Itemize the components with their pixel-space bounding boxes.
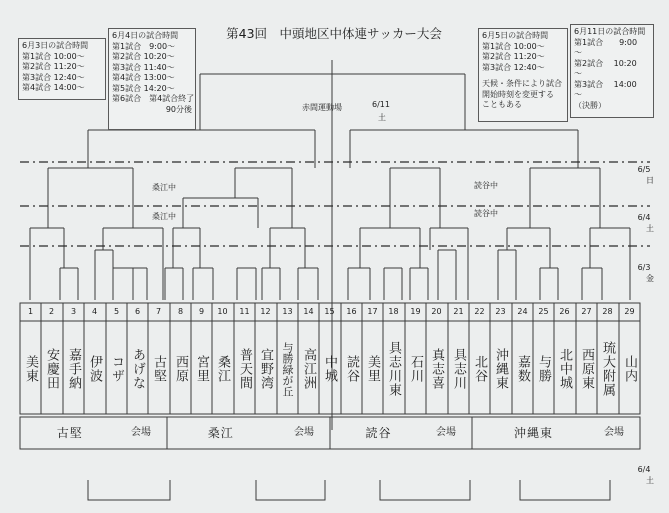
final-date: 6/11 <box>372 100 390 109</box>
team-name: 伊波 <box>87 355 102 383</box>
team-name: 沖縄東 <box>493 348 508 390</box>
team-number: 18 <box>388 307 399 316</box>
team-name: 北中城 <box>557 348 572 390</box>
schedule-row: 第1試合 9:00〜 <box>112 41 176 51</box>
team-number: 20 <box>431 307 442 316</box>
team-name: 真志喜 <box>429 348 444 390</box>
team-number: 14 <box>303 307 314 316</box>
date-day: 日 <box>646 176 654 185</box>
team-number: 9 <box>198 307 205 316</box>
tournament-title: 第43回 中頭地区中体連サッカー大会 <box>226 26 442 41</box>
schedule-row: 第1試合 10:00〜 <box>22 51 85 61</box>
team-name: 嘉数 <box>515 355 530 383</box>
team-number: 11 <box>239 307 250 316</box>
team-name: 北谷 <box>472 355 487 383</box>
schedule-heading: 6月11日の試合時間 <box>574 27 646 36</box>
venue-name: 桑江 <box>207 426 234 440</box>
team-name: 美里 <box>365 355 380 383</box>
team-number: 21 <box>453 307 464 316</box>
schedule-row: 開始時刻を変更する <box>482 89 554 99</box>
schedule-row: 第3試合 11:40〜 <box>112 62 175 72</box>
date-day: 土 <box>646 476 654 485</box>
schedule-row: 第3試合 12:40〜 <box>482 62 545 72</box>
date-label-jun4-bottom <box>634 464 654 486</box>
schedule-row: 天候・条件により試合 <box>482 79 562 88</box>
schedule-row: 第2試合 10:20 <box>574 58 637 68</box>
date-value: 6/4 <box>637 465 651 474</box>
team-name: あげな <box>130 348 145 390</box>
team-number: 2 <box>48 307 55 316</box>
team-name: 高江洲 <box>301 348 316 390</box>
team-name: 与勝 <box>536 355 551 383</box>
team-name: 琉大附属 <box>600 341 615 397</box>
venue-name: 読谷 <box>365 426 392 440</box>
final-venue: 赤間運動場 <box>302 103 342 112</box>
date-value: 6/3 <box>637 263 651 272</box>
schedule-row: こともある <box>482 100 522 109</box>
venue-suffix: 会場 <box>294 427 314 438</box>
team-number: 3 <box>70 307 77 316</box>
venue-suffix: 会場 <box>604 427 624 438</box>
team-name: 美東 <box>23 355 38 383</box>
venue-name: 沖縄東 <box>514 426 554 440</box>
schedule-jun4 <box>108 28 196 130</box>
venue-label-r2-right: 読谷中 <box>474 209 498 218</box>
date-label-jun5 <box>634 164 654 186</box>
date-label-jun3 <box>634 262 654 284</box>
team-number: 13 <box>282 307 293 316</box>
schedule-jun11 <box>570 24 654 118</box>
team-name: 安慶田 <box>44 348 59 390</box>
team-name: 具志川 <box>451 348 466 390</box>
team-number: 26 <box>559 307 570 316</box>
venue-name: 古堅 <box>56 426 83 440</box>
team-name: 宮里 <box>194 355 209 383</box>
venue-suffix: 会場 <box>436 427 456 438</box>
schedule-row: 第1試合 9:00 <box>574 37 638 47</box>
team-name: 与勝緑が丘 <box>281 341 294 397</box>
team-name: 具志川東 <box>386 341 401 397</box>
schedule-row: （決勝） <box>574 100 606 110</box>
final-day: 土 <box>378 113 386 122</box>
schedule-row: 第3試合 12:40〜 <box>22 72 85 82</box>
venue-label-r3-right: 読谷中 <box>474 181 498 190</box>
team-name: 桑江 <box>215 355 230 383</box>
team-number: 15 <box>324 307 335 316</box>
team-name: 普天間 <box>237 348 252 390</box>
schedule-heading: 6月5日の試合時間 <box>482 31 549 40</box>
team-number: 17 <box>367 307 378 316</box>
venue-suffix: 会場 <box>131 427 151 438</box>
schedule-row: 第4試合 14:00〜 <box>22 83 85 92</box>
team-name: 中城 <box>322 355 337 383</box>
date-day: 金 <box>646 274 654 283</box>
schedule-row: 第4試合 13:00〜 <box>112 73 175 82</box>
schedule-heading: 6月4日の試合時間 <box>112 31 179 40</box>
schedule-row: 第2試合 10:20〜 <box>112 52 175 61</box>
team-name: 石川 <box>408 355 423 383</box>
schedule-row: 〜 <box>574 90 582 99</box>
team-name: コザ <box>109 355 124 383</box>
team-number: 8 <box>177 307 184 316</box>
team-name: 嘉手納 <box>66 348 81 390</box>
team-number: 12 <box>260 307 271 316</box>
schedule-jun5 <box>478 28 568 122</box>
team-name: 読谷 <box>344 355 359 383</box>
schedule-row: 第6試合 第4試合終了 <box>112 94 195 103</box>
team-number: 19 <box>410 307 421 316</box>
team-number: 22 <box>474 307 485 316</box>
team-number: 16 <box>346 307 357 316</box>
team-number: 4 <box>91 307 98 316</box>
schedule-row: 〜 <box>574 69 582 78</box>
schedule-heading: 6月3日の試合時間 <box>22 41 89 50</box>
venue-label-r3-left: 桑江中 <box>152 183 176 192</box>
schedule-row: 第2試合 11:20〜 <box>22 62 85 71</box>
date-value: 6/5 <box>637 165 651 174</box>
team-number: 6 <box>134 307 141 316</box>
team-name: 宜野湾 <box>258 348 273 390</box>
schedule-row: 第2試合 11:20〜 <box>482 52 545 61</box>
schedule-row: 第3試合 14:00 <box>574 79 637 89</box>
team-number: 5 <box>113 307 120 316</box>
team-number: 29 <box>624 307 635 316</box>
date-label-jun4 <box>634 212 654 234</box>
team-number: 7 <box>155 307 162 316</box>
team-number: 28 <box>602 307 613 316</box>
team-number: 27 <box>581 307 592 316</box>
team-number: 24 <box>517 307 528 316</box>
team-name: 西原 <box>173 355 188 383</box>
date-day: 土 <box>646 224 654 233</box>
team-number: 23 <box>495 307 506 316</box>
date-value: 6/4 <box>637 213 651 222</box>
team-name: 西原東 <box>579 348 594 390</box>
venue-label-r2-left: 桑江中 <box>152 212 176 221</box>
schedule-row: 第5試合 14:20〜 <box>112 83 175 93</box>
team-number: 1 <box>27 307 34 316</box>
schedule-row: 第1試合 10:00〜 <box>482 41 545 51</box>
team-name: 山内 <box>622 355 637 383</box>
schedule-jun3 <box>18 38 106 100</box>
schedule-row: 〜 <box>574 48 582 57</box>
team-name: 古堅 <box>151 355 166 383</box>
team-number: 10 <box>217 307 228 316</box>
team-number: 25 <box>538 307 549 316</box>
schedule-row: 90分後 <box>165 104 192 114</box>
